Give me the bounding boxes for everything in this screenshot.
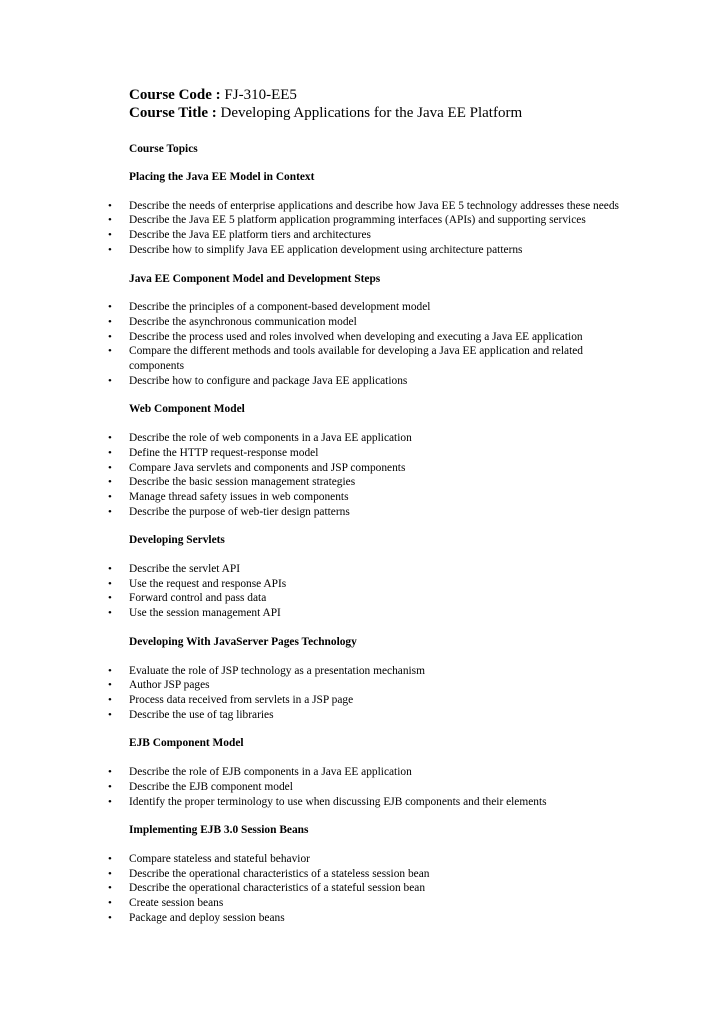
bullet-icon: •: [108, 852, 112, 865]
list-item-text: Describe how to simplify Java EE application development using architecture patterns: [129, 243, 523, 256]
document-page: [0, 86, 719, 925]
list-item-text: Compare stateless and stateful behavior: [129, 852, 310, 865]
bullet-icon: •: [108, 345, 112, 358]
list-item-text: Describe the EJB component model: [129, 780, 293, 793]
topic-section: [0, 533, 719, 621]
list-item-text: Describe the use of tag libraries: [129, 708, 274, 721]
list-item: [108, 315, 629, 330]
section-item-list: [0, 852, 719, 926]
course-code-line: [129, 86, 719, 104]
bullet-icon: •: [108, 461, 112, 474]
list-item: [108, 199, 629, 214]
list-item: [108, 431, 629, 446]
bullet-icon: •: [108, 577, 112, 590]
bullet-icon: •: [108, 679, 112, 692]
list-item-text: Describe how to configure and package Java EE applications: [129, 374, 408, 387]
bullet-icon: •: [108, 243, 112, 256]
bullet-icon: •: [108, 780, 112, 793]
bullet-icon: •: [108, 446, 112, 459]
list-item-text: Describe the operational characteristics of a stateless session bean: [129, 867, 430, 880]
bullet-icon: •: [108, 301, 112, 314]
course-topics-heading: Course Topics: [129, 143, 198, 155]
section-item-list: [0, 664, 719, 723]
bullet-icon: •: [108, 664, 112, 677]
list-item: [108, 344, 629, 373]
topic-section: [0, 272, 719, 389]
topic-section: [0, 736, 719, 809]
list-item: [108, 881, 629, 896]
course-title-value: Developing Applications for the Java EE Platform: [220, 105, 523, 121]
list-item-text: Describe the Java EE platform tiers and architectures: [129, 229, 371, 242]
course-title-label: Course Title :: [129, 105, 217, 121]
topic-section: [0, 823, 719, 925]
list-item-text: Use the request and response APIs: [129, 577, 287, 590]
bullet-icon: •: [108, 563, 112, 576]
section-item-list: [0, 300, 719, 388]
list-item: [108, 606, 629, 621]
section-title: Web Component Model: [129, 403, 245, 416]
list-item-text: Describe the purpose of web-tier design patterns: [129, 505, 350, 518]
bullet-icon: •: [108, 592, 112, 605]
section-title: EJB Component Model: [129, 737, 244, 750]
list-item-text: Describe the role of web components in a Java EE application: [129, 432, 412, 445]
section-title: Implementing EJB 3.0 Session Beans: [129, 824, 309, 837]
bullet-icon: •: [108, 199, 112, 212]
list-item-text: Describe the operational characteristics of a stateful session bean: [129, 882, 426, 895]
list-item-text: Compare the different methods and tools available for developing a Java EE application and related components: [129, 345, 583, 373]
bullet-icon: •: [108, 897, 112, 910]
list-item-text: Describe the role of EJB components in a Java EE application: [129, 766, 412, 779]
list-item: [108, 852, 629, 867]
list-item: [108, 693, 629, 708]
course-title-line: [129, 104, 719, 122]
list-item-text: Author JSP pages: [129, 679, 210, 692]
list-item: [108, 678, 629, 693]
list-item-text: Create session beans: [129, 897, 224, 910]
list-item-text: Use the session management API: [129, 607, 281, 620]
topic-section: [0, 170, 719, 258]
bullet-icon: •: [108, 214, 112, 227]
course-code-value: FJ-310-EE5: [224, 87, 297, 103]
list-item-text: Describe the Java EE 5 platform application programming interfaces (APIs) and supporting services: [129, 214, 586, 227]
list-item-text: Compare Java servlets and components and JSP components: [129, 461, 406, 474]
bullet-icon: •: [108, 315, 112, 328]
section-item-list: [0, 431, 719, 519]
list-item: [108, 896, 629, 911]
section-title: Developing With JavaServer Pages Technology: [129, 635, 357, 648]
topic-sections: [0, 170, 719, 925]
bullet-icon: •: [108, 708, 112, 721]
bullet-icon: •: [108, 867, 112, 880]
list-item: [108, 475, 629, 490]
bullet-icon: •: [108, 766, 112, 779]
topic-section: [0, 635, 719, 723]
list-item-text: Describe the basic session management strategies: [129, 476, 356, 489]
list-item-text: Describe the asynchronous communication model: [129, 315, 357, 328]
list-item: [108, 867, 629, 882]
list-item: [108, 591, 629, 606]
list-item-text: Manage thread safety issues in web components: [129, 490, 349, 503]
list-item: [108, 664, 629, 679]
section-item-list: [0, 765, 719, 809]
list-item-text: Describe the needs of enterprise applications and describe how Java EE 5 technology addresses these needs: [129, 199, 619, 212]
list-item: [108, 562, 629, 577]
list-item: [108, 505, 629, 520]
list-item-text: Describe the principles of a component-based development model: [129, 301, 431, 314]
bullet-icon: •: [108, 330, 112, 343]
section-item-list: [0, 562, 719, 621]
section-title: Developing Servlets: [129, 534, 225, 547]
bullet-icon: •: [108, 693, 112, 706]
list-item: [108, 228, 629, 243]
list-item: [108, 911, 629, 926]
bullet-icon: •: [108, 505, 112, 518]
list-item: [108, 446, 629, 461]
list-item: [108, 577, 629, 592]
list-item: [108, 461, 629, 476]
bullet-icon: •: [108, 374, 112, 387]
list-item-text: Package and deploy session beans: [129, 911, 285, 924]
section-title: Java EE Component Model and Development Steps: [129, 272, 381, 285]
topic-section: [0, 402, 719, 519]
list-item-text: Describe the servlet API: [129, 563, 241, 576]
list-item: [108, 490, 629, 505]
bullet-icon: •: [108, 882, 112, 895]
list-item-text: Identify the proper terminology to use when discussing EJB components and their elements: [129, 795, 547, 808]
list-item-text: Define the HTTP request-response model: [129, 446, 319, 459]
list-item: [108, 300, 629, 315]
bullet-icon: •: [108, 229, 112, 242]
list-item: [108, 795, 629, 810]
list-item: [108, 330, 629, 345]
list-item-text: Forward control and pass data: [129, 592, 267, 605]
section-item-list: [0, 199, 719, 258]
list-item: [108, 708, 629, 723]
list-item-text: Evaluate the role of JSP technology as a presentation mechanism: [129, 664, 425, 677]
list-item: [108, 213, 629, 228]
bullet-icon: •: [108, 795, 112, 808]
bullet-icon: •: [108, 490, 112, 503]
course-code-label: Course Code :: [129, 87, 221, 103]
list-item: [108, 765, 629, 780]
bullet-icon: •: [108, 476, 112, 489]
list-item: [108, 780, 629, 795]
bullet-icon: •: [108, 607, 112, 620]
section-title: Placing the Java EE Model in Context: [129, 171, 315, 183]
list-item: [108, 243, 629, 258]
bullet-icon: •: [108, 911, 112, 924]
list-item-text: Describe the process used and roles involved when developing and executing a Java EE application: [129, 330, 583, 343]
list-item-text: Process data received from servlets in a JSP page: [129, 693, 354, 706]
list-item: [108, 374, 629, 389]
bullet-icon: •: [108, 432, 112, 445]
